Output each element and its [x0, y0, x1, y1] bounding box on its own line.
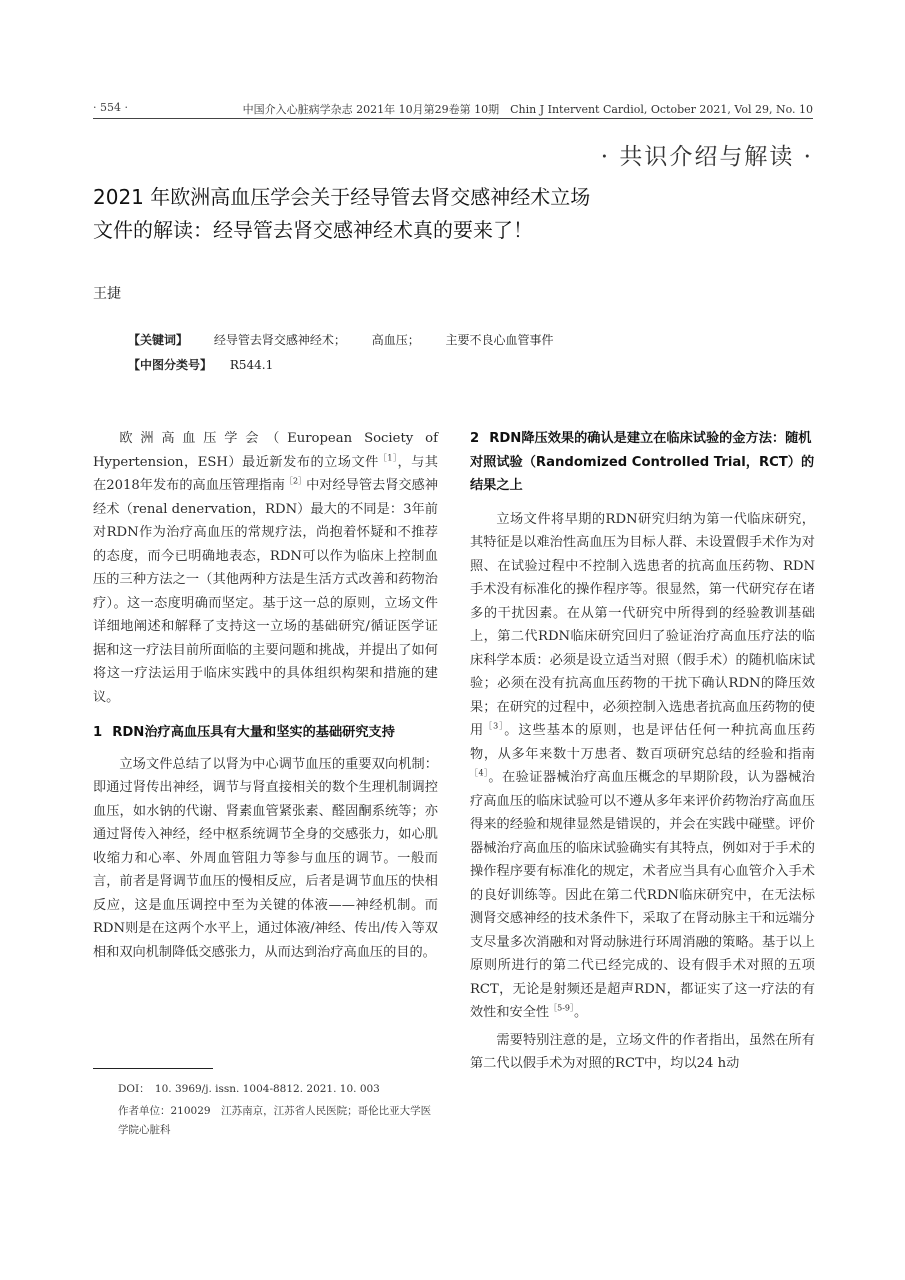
section-2-heading: 2 RDN降压效果的确认是建立在临床试验的金方法：随机对照试验（Randomized Controlled Trial，RCT）的结果之上 — [470, 431, 815, 493]
classification-row — [128, 356, 273, 373]
citation-ref[interactable]: ［1］ — [378, 453, 398, 463]
article-title — [93, 181, 793, 247]
header-divider — [93, 118, 813, 119]
citation-ref[interactable]: ［5-9］ — [549, 1003, 575, 1013]
title-line-2: 文件的解读：经导管去肾交感神经术真的要来了！ — [93, 218, 533, 242]
section-1-paragraph: 立场文件总结了以肾为中心调节血压的重要双向机制：即通过肾传出神经，调节与肾直接相关的数个生理机制调控血压，如水钠的代谢、肾素血管紧张素、醛固酮系统等；亦通过肾传入神经，经中枢系统调节全身的交感张力，如心肌收缩力和心率、外周血管阻力等参与血压的调节。一般而言，前者是肾调节血压的慢相反应，后者是调节血压的快相反应，这是血压调控中至为关键的体液——神经机制。而RDN则是在这两个水平上，通过体液/神经、传出/传入等双相和双向机制降低交感张力，从而达到治疗高血压的目的。 — [93, 756, 438, 960]
title-line-1: 2021 年欧洲高血压学会关于经导管去肾交感神经术立场 — [93, 185, 591, 209]
affiliation-footnote: 作者单位：210029 江苏南京，江苏省人民医院；哥伦比亚大学医学院心脏科 — [118, 1105, 432, 1136]
keywords-label: 【关键词】 — [128, 333, 189, 347]
author-name: 王捷 — [93, 286, 121, 302]
citation-ref[interactable]: ［4］ — [470, 768, 489, 778]
keyword: 经导管去肾交感神经术； — [213, 333, 346, 347]
section-2-paragraph: 需要特别注意的是，立场文件的作者指出，虽然在所有第二代以假手术为对照的RCT中，均以24 h动 — [470, 1032, 815, 1071]
left-column — [93, 427, 438, 964]
section-2-paragraph: 立场文件将早期的RDN研究归纳为第一代临床研究，其特征是以难治性高血压为目标人群、未设置假手术作为对照、在试验过程中不控制入选患者的抗高血压药物、RDN手术没有标准化的操作程序等。很显然，第一代研究存在诸多的干扰因素。在从第一代研究中所得到的经验教训基础上，第二代RDN临床研究回归了验证治疗高血压疗法的临床科学本质：必须是设立适当对照（假手术）的随机临床试验；必须在没有抗高血压药物的干扰下确认RDN的降压效果；在研究的过程中，必须控制入选患者抗高血压药物的使用$^{[3]}$。这些基本的原则，也是评估任何一种抗高血压药物，从多年来数十万患者、数百项研究总结的经验和指南$^{[4]}$。在验证器械治疗高血压概念的早期阶段，认为器械治疗高血压的临床试验可以不遵从多年来评价药物治疗高血压得来的经验和规律显然是错误的，并会在实践中碰壁。评价器械治疗高血压的临床试验确实有其特点，例如对于手术的操作程序要有标准化的规定，术者应当具有心血管介入手术的良好训练等。因此在第二代RDN临床研究中，在无法标测肾交感神经的技术条件下，采取了在肾动脉主干和远端分支尽量多次消融和对肾动脉进行环周消融的策略。基于以上原则所进行的第二代已经完成的、设有假手术对照的五项RCT，无论是射频还是超声RDN，都证实了这一疗法的有效性和安全性$^{[5-9]}$。 — [470, 511, 816, 1020]
citation-ref[interactable]: ［3］ — [484, 721, 505, 731]
page-number: · 554 · — [93, 101, 128, 114]
classification-code: R544.1 — [229, 358, 274, 372]
section-1-heading: 1 RDN治疗高血压具有大量和坚实的基础研究支持 — [93, 725, 395, 740]
journal-running-header: 中国介入心脏病学杂志 2021年 10月第29卷第 10期 Chin J Intervent Cardiol, October 2021, Vol 29, No. 10 — [242, 103, 813, 116]
intro-paragraph: 欧洲高血压学会（European Society of Hypertension，ESH）最近新发布的立场文件$^{[1]}$，与其在2018年发布的高血压管理指南$^{[2]}$中对经导管去肾交感神经术（renal denervation，RDN）最大的不同是：3年前对RDN作为治疗高血压的常规疗法，尚抱着怀疑和不推荐的态度，而今已明确地表态，RDN可以作为临床上控制血压的三种方法之一（其他两种方法是生活方式改善和药物治疗）。这一态度明确而坚定。基于这一总的原则，立场文件详细地阐述和解释了支持这一立场的基础研究/循证医学证据和这一疗法目前所面临的主要问题和挑战，并提出了如何将这一疗法运用于临床实践中的具体组织构架和措施的建议。 — [93, 431, 439, 705]
citation-ref[interactable]: ［2］ — [284, 476, 307, 486]
keyword: 主要不良心血管事件 — [445, 333, 554, 347]
section-category: · 共识介绍与解读 · — [600, 144, 813, 170]
keyword: 高血压； — [371, 333, 420, 347]
classification-label: 【中图分类号】 — [128, 358, 213, 372]
doi-footnote: DOI： 10. 3969/j. issn. 1004-8812. 2021. 10. 003 — [118, 1083, 380, 1095]
footnote-divider — [93, 1068, 213, 1069]
keywords-row — [128, 331, 554, 348]
right-column — [470, 427, 815, 1076]
